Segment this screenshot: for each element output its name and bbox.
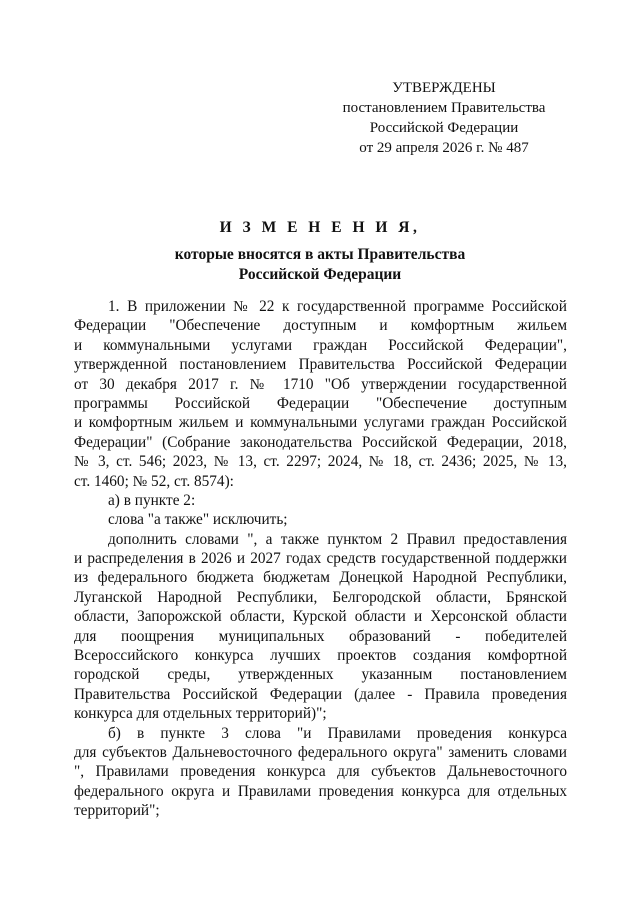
paragraph-line: ", Правилами проведения конкурса для субъектов Дальневосточного: [74, 763, 567, 781]
paragraph-line: территорий";: [74, 802, 160, 820]
paragraph-line: и комфортным жильем и коммунальными услугами граждан Российской: [74, 414, 567, 432]
paragraph-line: Правительства Российской Федерации (далее - Правила проведения: [74, 685, 567, 703]
paragraph-line: дополнить словами ", а также пунктом 2 Правил предоставления: [108, 530, 567, 548]
paragraph-line: а) в пункте 2:: [108, 491, 196, 509]
paragraph-line: для поощрения муниципальных образований - победителей: [74, 627, 567, 645]
paragraph-line: федерального округа и Правилами проведения конкурса для отдельных: [74, 782, 567, 800]
paragraph-line: слова "а также" исключить;: [108, 511, 288, 529]
paragraph-line: городской среды, утвержденных указанным постановлением: [74, 666, 567, 684]
approval-line: от 29 апреля 2026 г. № 487: [359, 140, 529, 156]
document-subtitle-line: Российской Федерации: [238, 266, 402, 283]
paragraph-line: программы Российской Федерации "Обеспечение доступным: [74, 394, 567, 412]
paragraph-line: 1. В приложении № 22 к государственной программе Российской: [108, 298, 567, 315]
paragraph-line: из федерального бюджета бюджетам Донецкой Народной Республики,: [74, 569, 567, 587]
approval-line: Российской Федерации: [369, 120, 519, 136]
document-subtitle-line: которые вносятся в акты Правительства: [174, 246, 466, 263]
paragraph-line: Всероссийского конкурса лучших проектов создания комфортной: [74, 647, 567, 665]
paragraph-line: конкурса для отдельных территорий)";: [74, 705, 327, 723]
approval-line: постановлением Правительства: [342, 100, 546, 116]
document-body: [74, 297, 567, 821]
paragraph-line: для субъектов Дальневосточного федерального округа" заменить словами: [74, 743, 567, 761]
paragraph-line: Федерации "Обеспечение доступным и комфортным жильем: [74, 317, 567, 335]
paragraph-line: ст. 1460; № 52, ст. 8574):: [74, 472, 234, 490]
document-heading: [75, 218, 565, 285]
paragraph-line: от 30 декабря 2017 г. № 1710 "Об утверждении государственной: [74, 375, 567, 393]
paragraph-line: утвержденной постановлением Правительства Российской Федерации: [74, 356, 567, 374]
paragraph-line: и распределения в 2026 и 2027 годах средств государственной поддержки: [74, 550, 567, 568]
paragraph-line: области, Запорожской области, Курской области и Херсонской области: [74, 608, 567, 626]
document-title: И З М Е Н Е Н И Я,: [219, 219, 421, 236]
paragraph-line: Луганской Народной Республики, Белгородской области, Брянской: [74, 588, 567, 606]
paragraph-line: Федерации" (Собрание законодательства Российской Федерации, 2018,: [74, 433, 567, 451]
paragraph-line: б) в пункте 3 слова "и Правилами проведения конкурса: [108, 724, 567, 742]
paragraph-line: и коммунальными услугами граждан Российской Федерации",: [74, 336, 567, 354]
approval-block: [330, 78, 558, 158]
approval-status: УТВЕРЖДЕНЫ: [392, 80, 496, 96]
paragraph-line: № 3, ст. 546; 2023, № 13, ст. 2297; 2024, № 18, ст. 2436; 2025, № 13,: [74, 453, 567, 471]
